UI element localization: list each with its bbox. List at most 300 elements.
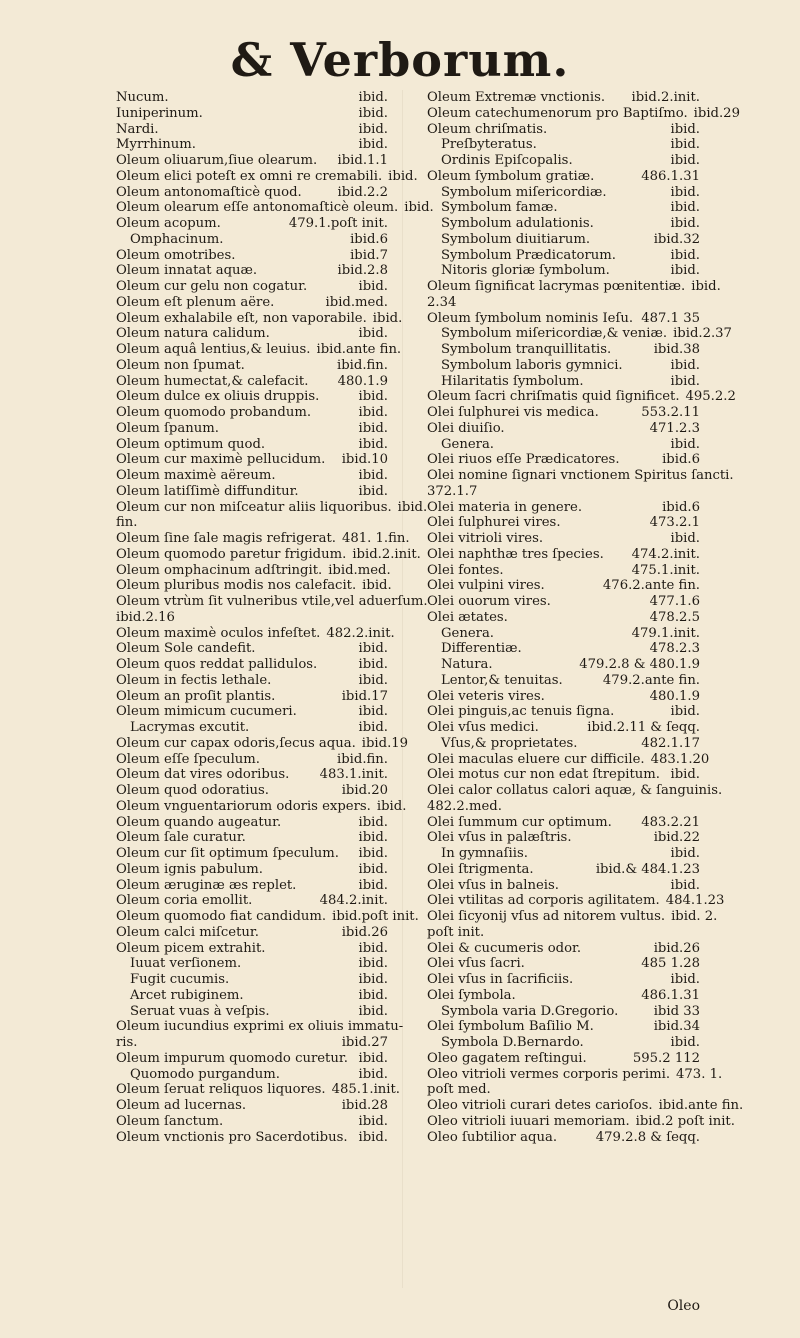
- index-entry-text: Symbolum famæ.: [441, 200, 558, 216]
- index-entry-text: Oleum Extremæ vnctionis.: [427, 90, 606, 105]
- index-entry-reference: 473.2.1: [649, 515, 700, 531]
- index-entry-reference: [382, 515, 388, 531]
- index-entry: [427, 279, 721, 295]
- index-entry: [427, 673, 700, 689]
- index-entry-reference: ibid.2.11 & ſeqq.: [587, 720, 700, 735]
- index-entry-reference: 486.1.31: [641, 987, 700, 1003]
- index-entry: [427, 468, 734, 484]
- index-entry-reference: ibid.poſt init.: [332, 909, 419, 924]
- index-entry-text: Oleum ſpanum.: [116, 420, 219, 436]
- index-entry-text: Nardi.: [116, 121, 159, 137]
- index-entry: [427, 452, 700, 468]
- index-entry-reference: ibid.32: [653, 231, 700, 247]
- index-entry: [427, 830, 700, 846]
- index-entry: [116, 90, 388, 106]
- index-entry-reference: ibid.: [376, 798, 407, 814]
- index-entry: [116, 1114, 388, 1130]
- index-entry-text: Oleum quomodo fiat candidum.: [116, 909, 327, 924]
- index-entry-reference: ibid.: [670, 263, 700, 279]
- index-entry: [427, 1004, 700, 1020]
- index-entry-reference: 483.2.21: [641, 814, 700, 830]
- index-entry: [116, 1035, 388, 1051]
- index-entry-reference: ibid.fin.: [337, 751, 388, 767]
- index-entry: [116, 106, 388, 122]
- index-entry: [116, 783, 388, 799]
- index-entry-reference: ibid.: [670, 137, 700, 153]
- index-entry: [116, 562, 391, 579]
- index-entry-text: Omphacinum.: [130, 231, 224, 247]
- index-entry-text: Olei & cucumeris odor.: [427, 940, 582, 956]
- index-entry-reference: 481. 1.fin.: [341, 531, 410, 546]
- index-entry-text: Oleum innatat aquæ.: [116, 263, 258, 279]
- index-entry-reference: ibid.: [358, 279, 388, 294]
- index-entry-reference: 471.2.3: [649, 420, 700, 436]
- index-entry-text: poſt init.: [427, 924, 485, 940]
- index-entry-reference: ibid.& 484.1.23: [595, 861, 700, 877]
- index-entry-reference: ibid.: [358, 405, 388, 420]
- index-entry: [116, 704, 388, 720]
- index-entry: [427, 1019, 700, 1035]
- index-entry-text: Symbolum Prædicatorum.: [441, 247, 616, 263]
- index-column-left: [116, 90, 434, 1145]
- index-entry: [427, 751, 710, 768]
- index-entry-text: Oleum dat vires odoribus.: [116, 767, 290, 783]
- index-entry: [427, 1113, 735, 1130]
- index-entry-reference: 474.2.init.: [631, 546, 700, 562]
- index-entry: [116, 389, 388, 405]
- index-entry-text: Genera.: [441, 436, 494, 452]
- index-entry-reference: ibid.: [358, 940, 388, 956]
- index-entry-text: Olei ſulphurei vires.: [427, 515, 561, 531]
- index-entry: [427, 893, 725, 909]
- index-entry-text: Oleum quomodo paretur frigidum.: [116, 546, 347, 562]
- index-entry-reference: [734, 468, 740, 484]
- index-entry: [116, 168, 418, 185]
- index-entry-text: Fugit cucumis.: [130, 972, 230, 987]
- index-entry-text: Olei ſulphurei vis medica.: [427, 405, 599, 420]
- index-entry: [116, 437, 388, 453]
- index-entry-reference: ibid.: [358, 121, 388, 137]
- index-entry: [427, 1082, 700, 1098]
- index-entry-text: Olei ſymbola.: [427, 987, 516, 1003]
- index-entry-reference: ibid.: [358, 720, 388, 735]
- index-entry: [116, 735, 409, 752]
- index-entry-text: Olei vſus in balneis.: [427, 877, 559, 893]
- index-entry: [116, 925, 388, 941]
- index-entry-reference: ibid.: [404, 200, 434, 216]
- index-entry-reference: ibid.38: [653, 342, 700, 357]
- index-entry: [427, 374, 700, 390]
- index-entry-text: Oleum elici poteſt ex omni re cremabili.: [116, 168, 383, 184]
- index-entry: [116, 531, 410, 547]
- index-entry-text: Olei nomine ſignari vnctionem Spiritus ſancti.: [427, 468, 734, 483]
- index-entry: [427, 263, 700, 279]
- index-entry: [427, 1066, 723, 1083]
- index-entry-reference: ibid.7: [350, 247, 388, 263]
- index-entry-reference: ibid.28: [341, 1098, 388, 1113]
- index-entry-text: Oleum quomodo probandum.: [116, 405, 312, 420]
- index-entry-reference: ibid.: [358, 90, 388, 105]
- index-entry-text: Oleum latiſſimè diffunditur.: [116, 483, 299, 499]
- index-entry-text: In gymnaſiis.: [441, 846, 528, 861]
- index-entry-reference: ibid.: [670, 877, 700, 893]
- index-entry: [116, 594, 428, 610]
- index-entry-text: Symbolum miſericordiæ.: [441, 184, 607, 200]
- index-entry-text: Oleum ſymbolum nominis Ieſu.: [427, 310, 634, 326]
- index-entry: [427, 641, 700, 657]
- index-entry: [116, 358, 388, 374]
- index-entry-text: Oleum aquâ lentius,& leuius.: [116, 342, 311, 357]
- index-entry-reference: ibid.: [358, 137, 388, 153]
- index-entry-reference: ibid.2.init.: [631, 90, 700, 105]
- index-entry-reference: 479.1.init.: [631, 625, 700, 641]
- index-entry: [116, 767, 388, 783]
- index-entry: [427, 200, 700, 216]
- index-entry-text: Oleo gagatem reſtingui.: [427, 1050, 587, 1066]
- index-entry: [427, 232, 700, 248]
- index-entry-text: Symbolum diuitiarum.: [441, 231, 591, 247]
- index-entry-reference: ibid.: [670, 531, 700, 546]
- index-entry: [116, 815, 388, 831]
- index-entry-reference: 478.2.5: [649, 609, 700, 625]
- index-entry-text: Hilaritatis ſymbolum.: [441, 373, 584, 389]
- index-entry-text: Olei calor collatus calori aquæ, & ſanguinis.: [427, 783, 723, 798]
- index-entry-reference: ibid.6: [662, 452, 700, 468]
- index-entry-reference: ibid.: [362, 578, 392, 594]
- index-entry-text: Olei maculas eluere cur difficile.: [427, 751, 645, 767]
- index-entry: [116, 972, 388, 988]
- index-entry: [427, 90, 700, 106]
- index-entry-reference: [403, 1019, 409, 1035]
- index-entry-reference: ibid.: [397, 499, 428, 515]
- index-entry: [116, 515, 388, 531]
- index-entry-reference: ibid.: [358, 814, 388, 830]
- index-entry-reference: 476.2.ante fin.: [602, 578, 700, 594]
- index-entry: [116, 641, 388, 657]
- index-entry-text: Oleum coria emollit.: [116, 893, 253, 909]
- index-entry-text: Symbolum tranquillitatis.: [441, 342, 612, 357]
- index-entry: [116, 956, 388, 972]
- index-entry-text: Olei vulpini vires.: [427, 578, 545, 594]
- index-entry: [116, 578, 392, 594]
- index-entry-reference: ibid.2.37: [673, 326, 732, 342]
- index-entry: [427, 941, 700, 957]
- index-entry: [116, 546, 421, 563]
- index-entry-reference: ibid.: [358, 1050, 388, 1066]
- index-entry-reference: 487.1 35: [641, 310, 700, 326]
- index-entry-reference: ibid.26: [653, 940, 700, 956]
- index-entry: [427, 105, 740, 122]
- index-entry-text: Olei pinguis,ac tenuis ſigna.: [427, 704, 615, 720]
- index-entry: [116, 137, 388, 153]
- index-entry-reference: ibid.: [691, 279, 721, 294]
- index-entry-reference: 485 1.28: [641, 956, 700, 972]
- catchword: Oleo: [667, 1298, 700, 1314]
- index-entry-text: Oleum ad lucernas.: [116, 1098, 247, 1113]
- index-entry: [427, 437, 700, 453]
- index-entry-reference: [694, 1082, 700, 1098]
- index-entry: [427, 547, 700, 563]
- index-entry-text: Oleum in fectis lethale.: [116, 672, 272, 688]
- index-entry-text: Oleum mimicum cucumeri.: [116, 704, 297, 720]
- index-entry: [427, 925, 700, 941]
- index-entry-text: Oleum cur gelu non cogatur.: [116, 279, 308, 294]
- index-entry-reference: ibid.: [670, 184, 700, 200]
- index-entry-text: Oleum eſt plenum aëre.: [116, 294, 275, 310]
- index-entry-text: 2.34: [427, 294, 457, 310]
- index-entry-reference: 482.1.17: [641, 735, 700, 751]
- index-entry: [116, 1098, 388, 1114]
- index-entry-text: Differentiæ.: [441, 641, 522, 657]
- index-entry: [427, 610, 700, 626]
- column-gutter: [402, 90, 403, 1288]
- index-entry-reference: 480.1.9: [649, 688, 700, 704]
- index-entry-text: Oleum ſeruat reliquos liquores.: [116, 1082, 326, 1098]
- index-entry-text: Oleum catechumenorum pro Baptiſmo.: [427, 105, 688, 121]
- index-entry-text: Quomodo purgandum.: [130, 1066, 280, 1082]
- index-entry-reference: ibid.: [358, 389, 388, 405]
- index-entry: [116, 625, 395, 642]
- index-entry-text: Oleo vitrioli curari detes carioſos.: [427, 1098, 653, 1113]
- index-entry-text: Oleum picem extrahit.: [116, 940, 266, 956]
- index-entry-text: Olei vitrioli vires.: [427, 531, 544, 546]
- index-entry-reference: ibid.med.: [328, 562, 391, 578]
- index-entry: [116, 689, 388, 705]
- index-entry-text: Ordinis Epiſcopalis.: [441, 153, 573, 168]
- index-entry: [116, 830, 388, 846]
- index-entry: [427, 1051, 700, 1067]
- index-entry-text: Symbolum miſericordiæ,& veniæ.: [441, 326, 668, 342]
- index-entry: [116, 1004, 388, 1020]
- index-entry-text: Olei veteris vires.: [427, 688, 545, 704]
- index-entry-text: Nucum.: [116, 90, 169, 105]
- index-entry-text: Myrrhinum.: [116, 137, 196, 153]
- index-entry-reference: [694, 295, 700, 311]
- index-entry-text: Oleum ignis pabulum.: [116, 861, 264, 877]
- index-entry: [427, 216, 700, 232]
- index-entry-text: Oleum cur maximè pellucidum.: [116, 452, 326, 468]
- index-entry: [116, 468, 388, 484]
- index-entry: [427, 421, 700, 437]
- index-entry-text: Oleum Sole candefit.: [116, 641, 256, 657]
- index-entry-text: Arcet rubiginem.: [130, 987, 244, 1003]
- index-entry: [427, 578, 700, 594]
- index-entry-reference: 595.2 112: [632, 1050, 700, 1066]
- index-entry-text: Oleum cur ſit optimum ſpeculum.: [116, 846, 339, 861]
- index-entry-text: Oleum oliuarum,ſiue olearum.: [116, 153, 318, 168]
- index-entry-text: Oleum olearum eſſe antonomaſticè oleum.: [116, 200, 399, 216]
- index-entry: [116, 610, 388, 626]
- index-entry-reference: ibid.ante fin.: [316, 342, 402, 357]
- index-entry-text: Symbolum adulationis.: [441, 216, 594, 231]
- index-entry-reference: ibid.med.: [325, 294, 388, 310]
- index-entry-text: Oleum chriſmatis.: [427, 121, 548, 137]
- index-entry: [116, 1082, 400, 1098]
- index-entry-text: Olei vſus ſacri.: [427, 956, 525, 972]
- index-entry-text: Oleum ſine ſale magis refrigerat.: [116, 531, 336, 546]
- index-entry-reference: ibid.: [358, 972, 388, 987]
- index-entry-text: Oleum cur non miſceatur aliis liquoribus.: [116, 499, 392, 515]
- index-entry: [116, 185, 388, 201]
- index-entry-text: Olei ſicyonij vſus ad nitorem vultus.: [427, 909, 666, 924]
- index-entry-reference: ibid.: [670, 373, 700, 389]
- index-entry-text: Oleum natura calidum.: [116, 326, 270, 342]
- index-entry-text: Olei materia in genere.: [427, 499, 583, 515]
- index-entry: [116, 342, 402, 358]
- index-entry-reference: ibid.: [358, 468, 388, 483]
- index-entry-reference: ibid.2.init.: [352, 546, 421, 562]
- index-entry-reference: ibid.: [358, 956, 388, 972]
- index-entry-text: Nitoris gloriæ ſymbolum.: [441, 263, 610, 279]
- index-entry: [427, 909, 718, 925]
- index-entry: [116, 1130, 388, 1146]
- index-entry: [427, 594, 700, 610]
- index-entry-text: Genera.: [441, 625, 494, 641]
- index-entry-reference: 473. 1.: [676, 1066, 723, 1082]
- index-entry-reference: ibid.6: [350, 231, 388, 247]
- index-entry-reference: ibid 33: [653, 1003, 700, 1019]
- index-entry-text: Oleum acopum.: [116, 216, 221, 231]
- index-entry-reference: 482.2.init.: [326, 625, 395, 641]
- index-entry: [427, 515, 700, 531]
- index-entry-text: poſt med.: [427, 1082, 491, 1098]
- index-entry-reference: ibid.: [670, 704, 700, 720]
- index-entry: [116, 122, 388, 138]
- index-entry-reference: ibid.: [670, 121, 700, 137]
- index-entry-reference: 479.1.poſt init.: [288, 216, 388, 231]
- index-entry-reference: 485.1.init.: [331, 1082, 400, 1098]
- index-entry-reference: ibid.: [358, 861, 388, 877]
- index-entry-reference: [382, 610, 388, 626]
- index-entry-text: Oleum non ſpumat.: [116, 357, 245, 373]
- index-entry-text: Oleum antonomaſticè quod.: [116, 184, 302, 200]
- index-entry-reference: ibid.17: [341, 688, 388, 704]
- index-entry-text: Seruat vuas à veſpis.: [130, 1003, 270, 1019]
- page-title: & Verborum.: [230, 33, 570, 87]
- index-entry-reference: ibid.: [670, 216, 700, 231]
- index-entry: [427, 185, 700, 201]
- index-entry-text: Olei ætates.: [427, 609, 508, 625]
- index-entry-reference: [694, 925, 700, 941]
- index-entry-reference: ibid.: [388, 168, 418, 184]
- index-entry-text: Oleum ſanctum.: [116, 1113, 224, 1129]
- index-entry-text: Oleum maximè oculos infeſtet.: [116, 625, 321, 641]
- index-entry-text: fin.: [116, 515, 138, 531]
- index-entry-reference: ibid.: [358, 1113, 388, 1129]
- index-entry-reference: ibid.2.2: [337, 184, 388, 200]
- index-entry: [427, 657, 700, 673]
- index-entry: [427, 799, 700, 815]
- index-entry: [116, 279, 388, 295]
- index-entry: [427, 122, 700, 138]
- index-entry-reference: ibid.: [358, 657, 388, 672]
- index-entry-reference: 479.2.8 & ſeqq.: [595, 1129, 700, 1145]
- index-entry-text: Oleum quod odoratius.: [116, 783, 269, 798]
- index-entry: [427, 563, 700, 579]
- index-entry: [116, 893, 388, 909]
- index-entry: [427, 137, 700, 153]
- index-entry-text: Olei ouorum vires.: [427, 594, 551, 609]
- index-entry: [427, 405, 700, 421]
- index-entry: [427, 988, 700, 1004]
- index-entry-reference: ibid.2.8: [337, 263, 388, 279]
- index-entry-text: Lacrymas excutit.: [130, 720, 250, 735]
- index-entry-text: Oleum ſale curatur.: [116, 830, 246, 846]
- index-entry-text: Olei fontes.: [427, 562, 504, 578]
- index-entry: [427, 689, 700, 705]
- index-entry-reference: ibid.: [358, 672, 388, 688]
- index-entry-text: Symbola varia D.Gregorio.: [441, 1003, 619, 1019]
- index-entry: [116, 452, 388, 468]
- index-entry-reference: ibid.6: [662, 499, 700, 515]
- index-entry-reference: ibid.: [670, 972, 700, 987]
- index-entry-text: Olei vſus in ſacrificiis.: [427, 972, 574, 987]
- index-entry: [427, 846, 700, 862]
- index-entry: [116, 248, 388, 264]
- index-entry-text: Olei ſymbolum Baſilio M.: [427, 1019, 594, 1035]
- index-entry-reference: ibid.: [358, 483, 388, 499]
- index-entry-text: Oleo vitrioli iuuari memoriam.: [427, 1113, 630, 1129]
- index-entry-reference: [694, 799, 700, 815]
- index-entry-reference: ibid.: [358, 641, 388, 657]
- index-entry: [427, 311, 700, 327]
- index-entry: [427, 342, 700, 358]
- index-entry-text: Oleum omphacinum adſtringit.: [116, 562, 323, 578]
- index-entry-text: Oleo ſubtilior aqua.: [427, 1129, 558, 1145]
- index-entry-text: Oleum vtrùm ſit vulneribus vtile,vel aduerſum.: [116, 594, 428, 609]
- index-entry: [116, 405, 388, 421]
- index-entry-reference: ibid.: [358, 704, 388, 720]
- index-entry-reference: ibid.: [670, 436, 700, 452]
- index-entry-text: Natura.: [441, 657, 493, 672]
- index-entry-reference: 479.2.ante fin.: [602, 672, 700, 688]
- index-entry-text: Oleum impurum quomodo curetur.: [116, 1050, 348, 1066]
- index-entry-text: Olei ſummum cur optimum.: [427, 814, 612, 830]
- index-entry: [427, 389, 736, 405]
- index-entry: [427, 1130, 700, 1146]
- index-entry-text: Preſbyteratus.: [441, 137, 537, 153]
- index-entry: [427, 484, 700, 500]
- index-entry-reference: ibid.: [372, 310, 403, 326]
- index-entry: [116, 499, 428, 516]
- index-entry-text: Oleum ſymbolum gratiæ.: [427, 168, 595, 184]
- index-entry-text: Oleum ſacri chriſmatis quid ſignificet.: [427, 389, 680, 405]
- index-entry-text: Olei motus cur non edat ſtrepitum.: [427, 767, 660, 783]
- index-entry: [116, 200, 434, 216]
- index-entry-reference: 484.2.init.: [319, 893, 388, 909]
- index-entry-text: Olei diuiſio.: [427, 420, 505, 436]
- index-entry-reference: ibid.: [358, 105, 388, 121]
- index-entry-reference: ibid.26: [341, 924, 388, 940]
- index-entry-reference: ibid.: [358, 830, 388, 846]
- index-entry-text: Oleum maximè aëreum.: [116, 468, 276, 483]
- index-entry: [116, 862, 388, 878]
- index-entry: [116, 421, 388, 437]
- index-entry: [427, 783, 723, 799]
- index-entry-text: Oleum ſignificat lacrymas pœnitentiæ.: [427, 279, 686, 294]
- index-entry-text: Vſus,& proprietates.: [441, 735, 578, 751]
- index-entry: [116, 1067, 388, 1083]
- index-entry: [116, 909, 419, 925]
- index-entry-text: Iuuat verſionem.: [130, 956, 242, 972]
- index-entry-reference: ibid.: [358, 326, 388, 342]
- index-entry: [116, 1051, 388, 1067]
- index-entry: [427, 531, 700, 547]
- index-entry-reference: ibid.22: [653, 830, 700, 846]
- index-entry: [116, 484, 388, 500]
- index-entry-text: Oleum dulce ex oliuis druppis.: [116, 389, 320, 405]
- index-entry-reference: ibid.: [358, 987, 388, 1003]
